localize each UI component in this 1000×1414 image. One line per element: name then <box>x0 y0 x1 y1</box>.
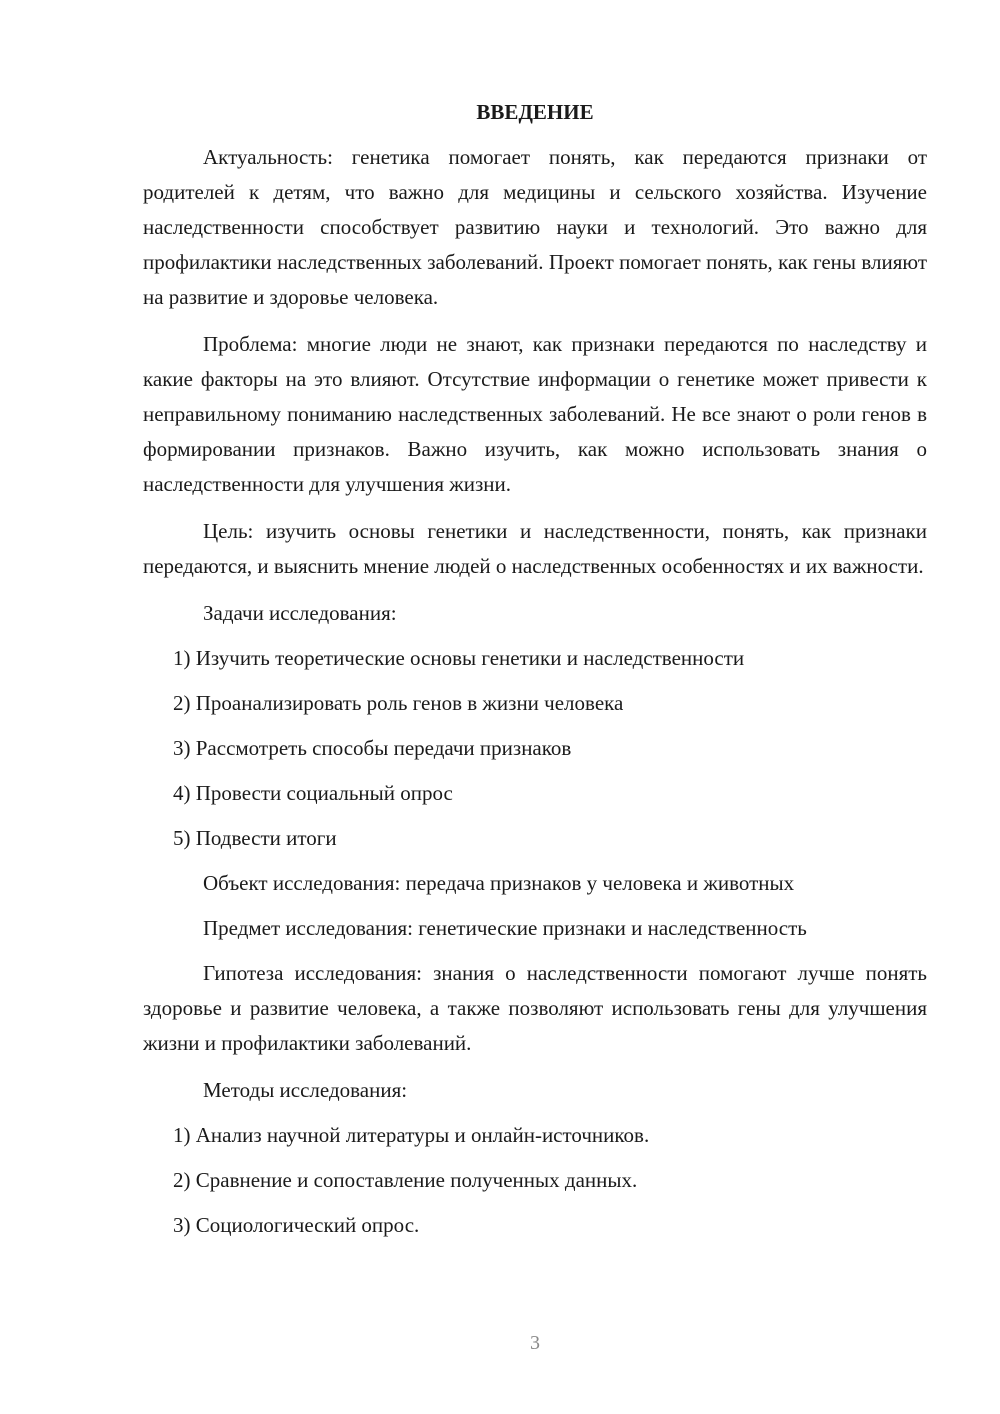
list-item: 5) Подвести итоги <box>173 826 337 850</box>
list-item: 3) Рассмотреть способы передачи признаков <box>173 736 572 760</box>
list-item: 2) Проанализировать роль генов в жизни человека <box>173 691 624 715</box>
subject-line: Предмет исследования: генетические признаки и наследственность <box>203 916 807 940</box>
goal-paragraph: Цель: изучить основы генетики и наследственности, понять, как признаки передаются, и выяснить мнение людей о наследственных особенностях и их важности. <box>143 519 927 578</box>
list-item: 1) Анализ научной литературы и онлайн-источников. <box>173 1123 650 1147</box>
tasks-heading: Задачи исследования: <box>203 601 397 625</box>
list-item: 3) Социологический опрос. <box>173 1213 420 1237</box>
list-item: 1) Изучить теоретические основы генетики и наследственности <box>173 646 745 670</box>
page-title: ВВЕДЕНИЕ <box>476 100 594 124</box>
problem-paragraph: Проблема: многие люди не знают, как признаки передаются по наследству и какие факторы на это влияют. Отсутствие информации о генетике может привести к неправильному пониманию наследственных заболеваний. Не все знают о роли генов в формировании признаков. Важно изучить, как можно использовать знания о наследственности для улучшения жизни. <box>143 332 927 496</box>
list-item: 4) Провести социальный опрос <box>173 781 453 805</box>
object-line: Объект исследования: передача признаков у человека и животных <box>203 871 795 895</box>
list-item: 2) Сравнение и сопоставление полученных данных. <box>173 1168 638 1192</box>
page-number: 3 <box>530 1332 540 1354</box>
methods-list <box>143 1118 927 1243</box>
tasks-list <box>143 641 927 856</box>
methods-heading: Методы исследования: <box>203 1078 408 1102</box>
relevance-paragraph: Актуальность: генетика помогает понять, как передаются признаки от родителей к детям, что важно для медицины и сельского хозяйства. Изучение наследственности способствует развитию науки и технологий. Это важно для профилактики наследственных заболеваний. Проект помогает понять, как гены влияют на развитие и здоровье человека. <box>143 145 927 309</box>
hypothesis-paragraph: Гипотеза исследования: знания о наследственности помогают лучше понять здоровье и развитие человека, а также позволяют использовать гены для улучшения жизни и профилактики заболеваний. <box>143 961 927 1055</box>
document-page <box>143 95 927 1253</box>
